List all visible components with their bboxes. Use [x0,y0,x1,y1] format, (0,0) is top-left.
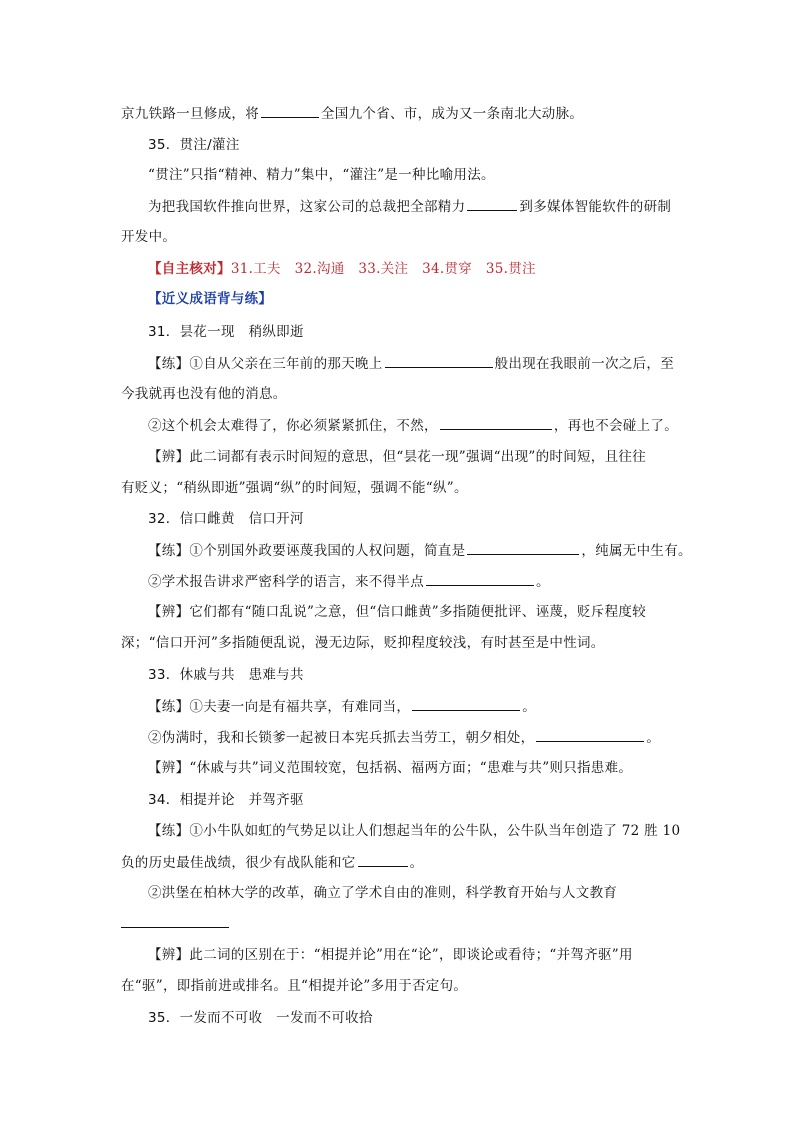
entry-heading: 34．相提并论 并驾齐驱 [148,792,304,808]
text-segment: 负的历史最佳战绩，很少有战队能和它 [121,855,356,871]
text-segment: 般出现在我眼前一次之后，至 [494,356,675,372]
fill-blank[interactable] [385,353,493,368]
text-segment: 全国九个省、市，成为又一条南北大动脉。 [321,106,584,122]
entry-heading: 35．一发而不可收 一发而不可收拾 [148,1010,373,1026]
text-segment: ②这个机会太难得了，你必须紧紧抓住，不然， [148,418,438,434]
exercise-line [148,415,708,436]
exercise-line [148,696,708,717]
note-line: “贯注”只指“精神、精力”集中，“灌注”是一种比喻用法。 [148,167,495,183]
exercise-line: 【练】①小牛队如虹的气势足以让人们想起当年的公牛队，公牛队当年创造了 72 胜 10 [148,823,681,839]
text-segment: ，再也不会碰上了。 [553,418,679,434]
entry-heading: 31．昙花一现 稍纵即逝 [148,324,304,340]
text-segment: 。 [536,574,550,590]
text-segment: 京九铁路一旦修成，将 [121,106,259,122]
explanation-line: 在“驱”，即指前进或排名。且“相提并论”多用于否定句。 [121,978,468,994]
explanation-line: 【辨】此二词都有表示时间短的意思，但“昙花一现”强调“出现”的时间短，且往往 [148,449,647,465]
sentence-line [148,196,708,217]
exercise-line: 今我就再也没有他的消息。 [121,386,287,402]
entry-heading: 32．信口雌黄 信口开河 [148,511,304,527]
self-check-line [148,259,708,279]
section-title: 【近义成语背与练】 [148,291,273,307]
fill-blank[interactable] [440,415,552,430]
text-line [121,103,681,124]
fill-blank[interactable] [426,571,534,586]
fill-blank[interactable] [358,852,408,867]
text-segment: 。 [522,699,537,715]
exercise-line [148,353,708,374]
text-segment: ②伪满时，我和长锁爹一起被日本宪兵抓去当劳工，朝夕相处， [148,730,535,746]
self-check-label: 【自主核对】 [148,261,231,277]
text-segment: 【练】①自从父亲在三年前的那天晚上 [148,356,383,372]
text-segment: 为把我国软件推向世界，这家公司的总裁把全部精力 [148,199,466,215]
text-segment: 。 [646,730,661,746]
explanation-line: 【辨】它们都有“随口乱说”之意，但“信口雌黄”多指随便批评、诬蔑，贬斥程度较 [148,604,647,620]
explanation-line: 深；“信口开河”多指随便乱说，漫无边际，贬抑程度较浅，有时甚至是中性词。 [121,635,605,651]
self-check-answers: 31.工夫 32.沟通 33.关注 34.贯穿 35.贯注 [230,261,536,277]
text-segment: 到多媒体智能软件的研制 [519,199,672,215]
fill-blank[interactable] [412,696,520,711]
entry-heading: 35．贯注/灌注 [148,137,240,153]
sentence-line: 开发中。 [121,229,177,245]
explanation-line: 【辨】此二词的区别在于：“相提并论”用在“论”，即谈论或看待；“并驾齐驱”用 [148,947,633,963]
fill-blank[interactable] [467,540,579,555]
explanation-line: 有贬义；“稍纵即逝”强调“纵”的时间短，强调不能“纵”。 [121,480,468,496]
fill-blank[interactable] [121,913,229,928]
fill-blank[interactable] [467,196,517,211]
entry-heading: 33．休戚与共 患难与共 [148,667,304,683]
fill-blank[interactable] [261,103,319,118]
exercise-line [121,852,681,873]
text-segment: ②学术报告讲求严密科学的语言，来不得半点 [148,574,424,590]
fill-blank[interactable] [536,727,644,742]
exercise-line [148,727,708,748]
exercise-line [148,571,708,592]
text-segment: 【练】①个别国外政要诬蔑我国的人权问题，简直是 [148,543,466,559]
exercise-line [121,913,681,934]
exercise-line [148,540,708,561]
text-segment: ，纯属无中生有。 [581,543,692,559]
exercise-line: ②洪堡在柏林大学的改革，确立了学术自由的准则，科学教育开始与人文教育 [148,885,618,901]
explanation-line: 【辨】“休戚与共”词义范围较宽，包括祸、福两方面；“患难与共”则只指患难。 [148,760,633,776]
text-segment: 【练】①夫妻一向是有福共享，有难同当， [148,699,411,715]
text-segment: 。 [409,855,424,871]
